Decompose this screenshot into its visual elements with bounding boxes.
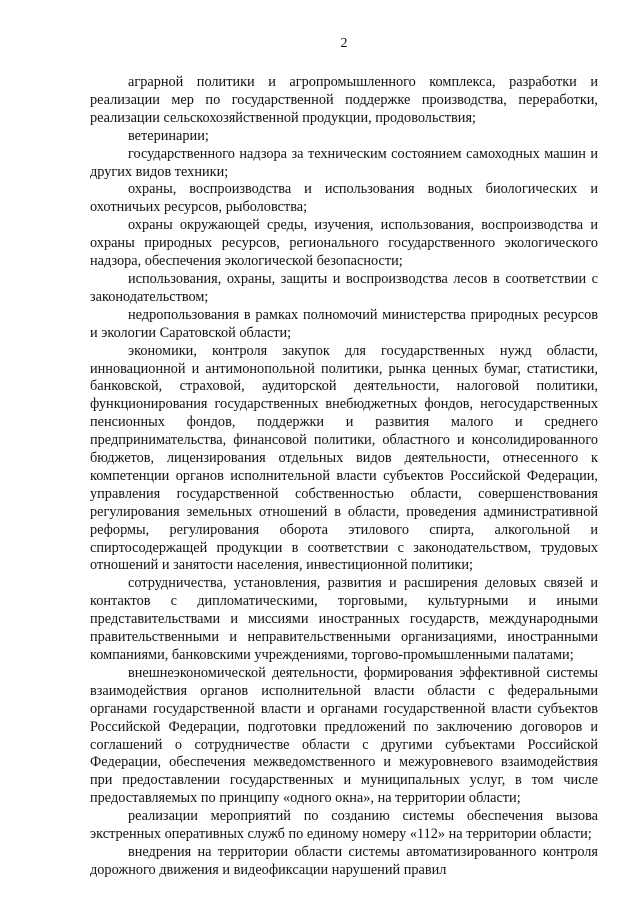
paragraph-emergency-112: реализации мероприятий по созданию системы обеспечения вызова экстренных оперативных служб по единому номеру «112» на территории области; [90, 808, 598, 843]
page-number: 2 [340, 36, 348, 51]
paragraph-veterinary: ветеринарии; [128, 127, 209, 144]
paragraph-foreign-economic-activity: внешнеэкономической деятельности, формирования эффективной системы взаимодействия органов исполнительной власти области с федеральными органами государственной власти и органами государственной власти субъектов Российской Федерации, подготовки предложений по заключению договоров и соглашений о сотрудничестве области с другими субъектами Российской Федерации, обеспечения межведомственного и межуровневого взаимодействия при предоставлении государственных и муниципальных услуг, в том числе предоставляемых по принципу «одного окна», на территории области; [90, 664, 598, 807]
paragraph-forests: использования, охраны, защиты и воспроизводства лесов в соответствии с законодательством; [90, 270, 598, 305]
paragraph-agrarian-policy: аграрной политики и агропромышленного комплекса, разработки и реализации мер по государственной поддержке производства, переработки, реализации сельскохозяйственной продукции, продовольствия; [90, 74, 598, 126]
paragraph-economics: экономики, контроля закупок для государственных нужд области, инновационной и антимонопольной политики, рынка ценных бумаг, статистики, банковской, страховой, аудиторской деятельности, налоговой политики, функционирования государственных внебюджетных фондов, негосударственных пенсионных фондов, поддержки и развития малого и среднего предпринимательства, финансовой политики, областного и консолидированного бюджетов, лицензирования отдельных видов деятельности, отнесенного к компетенции органов исполнительной власти субъектов Российской Федерации, управления государственной собственностью области, совершенствования регулирования земельных отношений в области, проведения административной реформы, регулирования оборота этилового спирта, алкогольной и спиртосодержащей продукции в соответствии с законодательством, трудовых отношений и занятости населения, инвестиционной политики; [90, 342, 598, 574]
paragraph-subsoil-use: недропользования в рамках полномочий министерства природных ресурсов и экологии Саратовской области; [90, 306, 598, 341]
paragraph-traffic-control: внедрения на территории области системы автоматизированного контроля дорожного движения и видеофиксации нарушений правил [90, 843, 598, 878]
paragraph-machinery-supervision: государственного надзора за техническим состоянием самоходных машин и других видов техники; [90, 145, 598, 180]
document-body [90, 74, 598, 880]
paragraph-environment: охраны окружающей среды, изучения, использования, воспроизводства и охраны природных ресурсов, регионального государственного экологического надзора, обеспечения экологической безопасности; [90, 217, 598, 270]
paragraph-international-cooperation: сотрудничества, установления, развития и расширения деловых связей и контактов с дипломатическими, торговыми, культурными и иными представительствами и миссиями иностранных государств, международными правительственными и неправительственными организациями, иностранными компаниями, банковскими учреждениями, торгово-промышленными палатами; [90, 575, 598, 663]
paragraph-water-resources: охраны, воспроизводства и использования водных биологических и охотничьих ресурсов, рыболовства; [90, 181, 598, 216]
